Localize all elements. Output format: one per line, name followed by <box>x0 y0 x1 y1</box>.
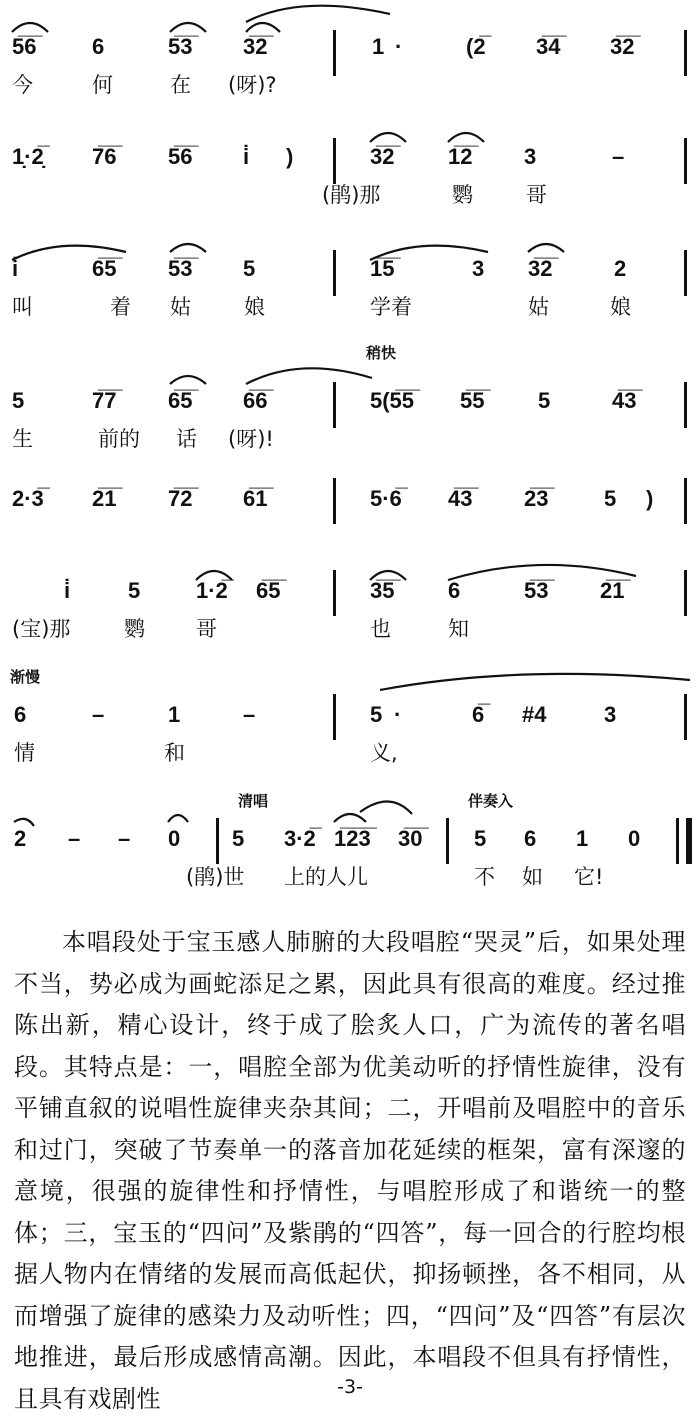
note-group: 2̅1̅ <box>92 486 117 511</box>
note-group: 3·2̅ <box>284 826 316 851</box>
note-group: – <box>68 826 81 851</box>
lyric: (宝)那 <box>12 617 71 641</box>
lyric: 鹦 <box>124 617 145 641</box>
lyric: 娘 <box>244 295 265 319</box>
note-group: 3̅2̅ <box>243 34 268 59</box>
slur <box>12 23 48 32</box>
bar-line <box>216 818 219 864</box>
slur <box>170 23 206 32</box>
tempo-mark: 稍快 <box>366 344 397 362</box>
lyric: 上的人儿 <box>284 865 368 889</box>
note-group: 3̅5̅ <box>370 578 395 603</box>
slur <box>170 376 206 384</box>
note-group: 3 <box>604 702 617 727</box>
note-group: 5̅3̅ <box>168 34 193 59</box>
note-group: ) <box>286 144 294 169</box>
lyric: 叫 <box>12 295 33 319</box>
note-group: 5 <box>232 826 245 851</box>
slur <box>380 674 690 690</box>
note-group: 6̅5̅ <box>168 388 193 413</box>
note-group: i̇ <box>64 578 71 603</box>
slur <box>246 368 372 384</box>
lyric: 前的 <box>98 427 140 451</box>
note-group: 6̅ <box>472 702 485 727</box>
bar-line <box>333 694 336 740</box>
note-group: 3 <box>472 256 485 281</box>
note-group: 4̅3̅ <box>448 486 473 511</box>
lyric: 知 <box>448 617 469 641</box>
lyric: 生 <box>12 427 33 451</box>
slur <box>168 815 188 822</box>
note-group: 5 <box>12 388 25 413</box>
note-group: i̇ <box>12 256 19 281</box>
note-group: 3̅0̅ <box>398 826 423 851</box>
slur <box>370 133 406 142</box>
slur <box>334 814 366 822</box>
bar-line <box>684 694 687 740</box>
slur <box>246 6 390 22</box>
lyric: 义, <box>370 741 398 765</box>
lyric: 姑 <box>528 295 549 319</box>
tempo-mark: 渐慢 <box>10 668 41 686</box>
note-group: 6̅5̅ <box>92 256 117 281</box>
slur <box>528 244 564 252</box>
slur <box>170 244 206 252</box>
note-group: 3̅2̅ <box>528 256 553 281</box>
lyric: 着 <box>110 295 131 319</box>
note-group: 6̅5̅ <box>256 578 281 603</box>
note-group: #4 <box>522 702 547 727</box>
note-group: 1 <box>372 34 385 59</box>
bar-line <box>684 250 687 296</box>
lyric: 和 <box>164 741 185 765</box>
lyric: (鹃)那 <box>322 183 381 207</box>
bar-line <box>333 138 336 184</box>
note-group: 0 <box>628 826 641 851</box>
note-group: 6 <box>14 702 27 727</box>
final-bar-line-thin <box>676 818 679 864</box>
note-group: · <box>394 702 402 727</box>
slur <box>360 801 412 814</box>
note-group: – <box>118 826 131 851</box>
bar-line <box>684 478 687 524</box>
bar-line <box>446 818 449 864</box>
note-group: 0 <box>168 826 181 851</box>
note-group: 6 <box>92 34 105 59</box>
note-group: 2̅3̅ <box>524 486 549 511</box>
bar-line <box>333 478 336 524</box>
note-group: 6̅1̅ <box>243 486 268 511</box>
note-group: 6̅6̅ <box>243 388 268 413</box>
lyric: (鹃)世 <box>186 865 245 889</box>
lyric: 如 <box>522 865 543 889</box>
bar-line <box>333 30 336 76</box>
lyric: 在 <box>170 73 191 97</box>
note-group: 5 <box>370 702 383 727</box>
lyric: 何 <box>92 73 113 97</box>
slur <box>246 23 280 32</box>
note-group: 4̅3̅ <box>612 388 637 413</box>
slur <box>448 133 484 142</box>
section-mark: 清唱 <box>238 792 269 810</box>
note-group: 2·3̅ <box>12 486 44 511</box>
note-group: 3̅2̅ <box>370 144 395 169</box>
section-mark: 伴奏入 <box>468 792 514 810</box>
note-group: 1 <box>168 702 181 727</box>
lyric: 哥 <box>526 183 547 207</box>
bar-line <box>684 570 687 616</box>
note-group: 1̅2̅3̅ <box>334 826 371 851</box>
note-group: 6 <box>524 826 537 851</box>
lyric: 不 <box>474 865 495 889</box>
note-group: 1̅2̅ <box>448 144 473 169</box>
bar-line <box>684 382 687 428</box>
note-group: – <box>92 702 105 727</box>
lyric: 话 <box>176 427 197 451</box>
note-group: 7̅2̅ <box>168 486 193 511</box>
lyric: 娘 <box>610 295 631 319</box>
note-group: · <box>395 34 403 59</box>
lyric: 今 <box>12 73 33 97</box>
note-group: 1̅5̅ <box>370 256 395 281</box>
note-group: 2 <box>14 826 27 851</box>
bar-line <box>333 382 336 428</box>
final-bar-line-thick <box>686 818 692 864</box>
note-group: 5·6̅ <box>370 486 402 511</box>
commentary-paragraph: 本唱段处于宝玉感人肺腑的大段唱腔“哭灵”后，如果处理不当，势必成为画蛇添足之累，因此具有很高的难度。经过推陈出新，精心设计，终于成了脍炙人口，广为流传的著名唱段。其特点是：一，唱腔全部为优美动听的抒情性旋律，没有平铺直叙的说唱性旋律夹杂其间；二，开唱前及唱腔中的音乐和过门，突破了节奏单一的落音加花延续的框架，富有深邃的意境，很强的旋律性和抒情性，与唱腔形成了和谐统一的整体；三，宝玉的“四问”及紫鹃的“四答”，每一回合的行腔均根据人物内在情绪的发展而高低起伏，抑扬顿挫，各不相同，从而增强了旋律的感染力及动听性；四，“四问”及“四答”有层次地推进，最后形成感情高潮。因此，本唱段不但具有抒情性，且具有戏剧性 <box>14 928 686 1413</box>
note-group: (2̅ <box>466 34 486 59</box>
bar-line <box>333 250 336 296</box>
commentary-text <box>14 922 686 1420</box>
note-group: 3̅2̅ <box>610 34 635 59</box>
page-number: -3- <box>337 1376 363 1398</box>
note-group: 5 <box>604 486 617 511</box>
note-group: 5 <box>474 826 487 851</box>
note-group: 2̅1̅ <box>600 578 625 603</box>
bar-line <box>333 570 336 616</box>
lyric: (呀)? <box>228 73 277 97</box>
bar-line <box>684 138 687 184</box>
note-group: 1 <box>576 826 589 851</box>
note-group: i̇ <box>243 144 250 169</box>
lyric: 鹦 <box>452 183 473 207</box>
note-group: 5̅3̅ <box>524 578 549 603</box>
note-group: 5̅3̅ <box>168 256 193 281</box>
note-group: 7̅7̅ <box>92 388 117 413</box>
lyric: 哥 <box>196 617 217 641</box>
note-group: 5(5̅5̅ <box>370 388 415 413</box>
lyric: 学着 <box>370 295 412 319</box>
slur <box>14 819 34 826</box>
note-group: 2 <box>614 256 627 281</box>
lyric: 也 <box>370 617 391 641</box>
note-group: 1·2̅ <box>196 578 228 603</box>
note-group: 5 <box>128 578 141 603</box>
note-group: 5 <box>538 388 551 413</box>
note-group: 5̅6̅ <box>12 34 37 59</box>
lyric: (呀)! <box>228 427 274 451</box>
note-group: 3̅4̅ <box>536 34 561 59</box>
note-group: 3 <box>524 144 537 169</box>
lyric: 它! <box>574 865 604 889</box>
note-group: – <box>612 144 625 169</box>
note-group: 5̅5̅ <box>460 388 485 413</box>
note-group: 1̣·2̣̅ <box>12 144 44 169</box>
lyric: 姑 <box>170 295 191 319</box>
note-group: 6 <box>448 578 461 603</box>
note-group: ) <box>646 486 654 511</box>
bar-line <box>684 30 687 76</box>
lyric: 情 <box>14 741 35 765</box>
note-group: – <box>243 702 256 727</box>
note-group: 7̅6̅ <box>92 144 117 169</box>
note-group: 5 <box>243 256 256 281</box>
note-group: 5̅6̅ <box>168 144 193 169</box>
